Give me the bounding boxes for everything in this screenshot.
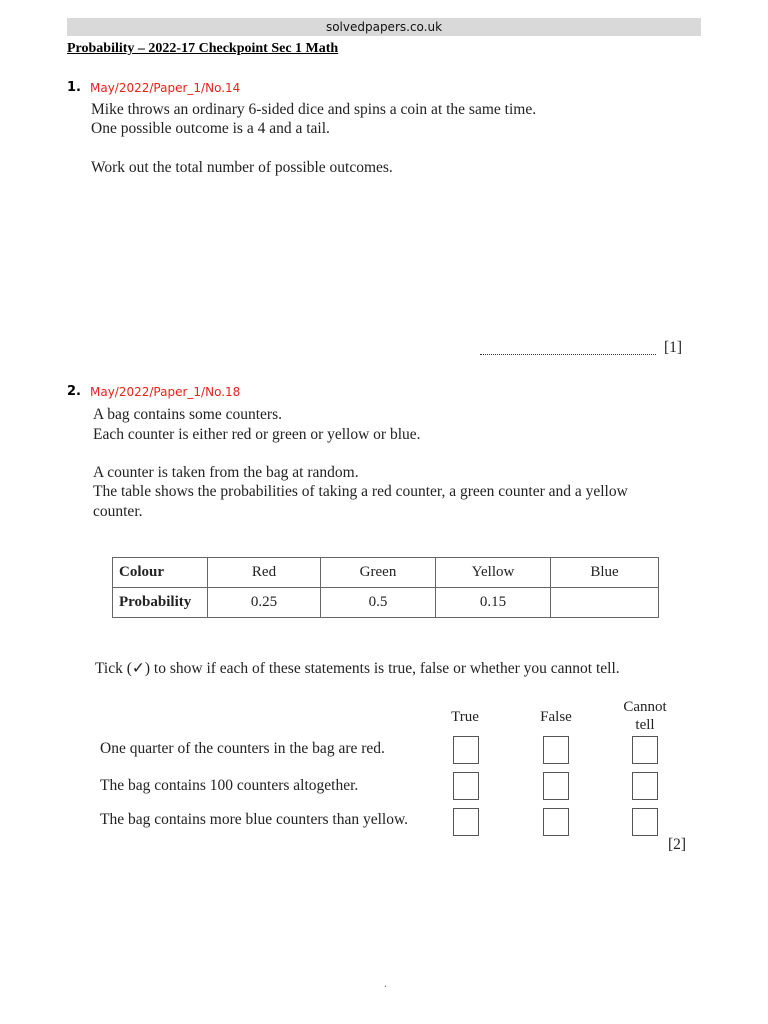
site-banner: solvedpapers.co.uk bbox=[67, 18, 701, 36]
table-cell: 0.15 bbox=[436, 588, 551, 618]
table-cell: Red bbox=[208, 558, 321, 588]
statement-1-cannot-tell-checkbox[interactable] bbox=[632, 736, 658, 764]
tick-instruction: Tick (✓) to show if each of these statements is true, false or whether you cannot tell. bbox=[95, 660, 620, 677]
column-cannot-tell-line: tell bbox=[635, 717, 655, 733]
probability-table bbox=[112, 557, 659, 618]
statement-3: The bag contains more blue counters than yellow. bbox=[100, 811, 409, 828]
table-cell: Probability bbox=[113, 588, 208, 618]
column-true: True bbox=[451, 709, 479, 725]
statement-3-cannot-tell-checkbox[interactable] bbox=[632, 808, 658, 836]
column-cannot-tell-line: Cannot bbox=[623, 699, 667, 715]
table-cell: 0.5 bbox=[321, 588, 436, 618]
question-2-line: A bag contains some counters. bbox=[93, 406, 282, 423]
question-1-reference: May/2022/Paper_1/No.14 bbox=[90, 81, 241, 95]
statement-2-false-checkbox[interactable] bbox=[543, 772, 569, 800]
question-1-number: 1. bbox=[67, 80, 81, 95]
question-1-line: One possible outcome is a 4 and a tail. bbox=[91, 120, 330, 137]
question-1-line: Mike throws an ordinary 6-sided dice and spins a coin at the same time. bbox=[91, 101, 537, 118]
statement-1-true-checkbox[interactable] bbox=[453, 736, 479, 764]
table-cell: Blue bbox=[551, 558, 659, 588]
question-1-marks: [1] bbox=[664, 339, 683, 356]
table-header-row bbox=[113, 558, 659, 588]
question-2-line: The table shows the probabilities of taking a red counter, a green counter and a yellow bbox=[93, 483, 628, 500]
table-cell: Green bbox=[321, 558, 436, 588]
statement-2-cannot-tell-checkbox[interactable] bbox=[632, 772, 658, 800]
table-cell: 0.25 bbox=[208, 588, 321, 618]
statement-1-false-checkbox[interactable] bbox=[543, 736, 569, 764]
statement-1: One quarter of the counters in the bag are red. bbox=[100, 740, 385, 757]
answer-line[interactable] bbox=[480, 344, 656, 355]
table-row bbox=[113, 588, 659, 618]
statement-3-true-checkbox[interactable] bbox=[453, 808, 479, 836]
question-2-line: Each counter is either red or green or yellow or blue. bbox=[93, 426, 421, 443]
question-2-line: counter. bbox=[93, 503, 143, 520]
footer-dot: . bbox=[384, 976, 387, 990]
blue-probability-cell[interactable] bbox=[551, 588, 659, 618]
table-cell: Yellow bbox=[436, 558, 551, 588]
statement-3-false-checkbox[interactable] bbox=[543, 808, 569, 836]
statement-2: The bag contains 100 counters altogether. bbox=[100, 777, 359, 794]
question-1-line: Work out the total number of possible outcomes. bbox=[91, 159, 393, 176]
question-2-line: A counter is taken from the bag at random. bbox=[93, 464, 359, 481]
question-2-marks: [2] bbox=[668, 836, 687, 853]
table-cell: Colour bbox=[113, 558, 208, 588]
column-cannot-tell bbox=[614, 698, 676, 734]
document-title: Probability – 2022-17 Checkpoint Sec 1 Math bbox=[67, 41, 339, 56]
question-2-number: 2. bbox=[67, 384, 81, 399]
column-false: False bbox=[540, 709, 572, 725]
question-2-reference: May/2022/Paper_1/No.18 bbox=[90, 385, 241, 399]
statement-2-true-checkbox[interactable] bbox=[453, 772, 479, 800]
